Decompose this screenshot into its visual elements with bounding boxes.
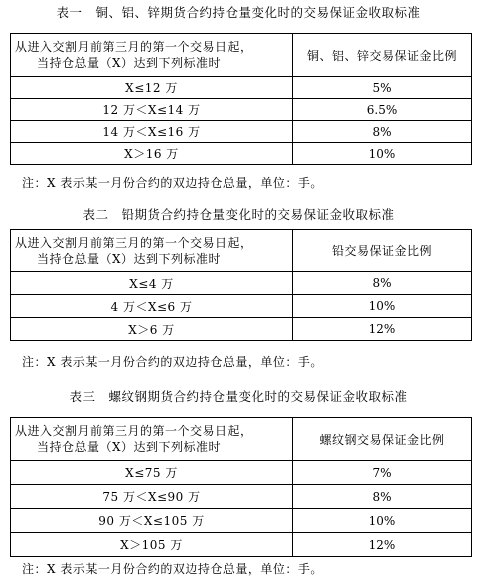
ratio-cell: 7% [293,461,472,485]
condition-cell: X＞16 万 [11,143,293,165]
header-condition-line2: 当持仓总量（X）达到下列标准时 [37,440,222,454]
table-1-header-row [11,34,472,77]
condition-cell: 90 万＜X≤105 万 [11,509,293,533]
condition-cell: X＞6 万 [11,318,293,341]
table-row [11,77,472,99]
table-row [11,485,472,509]
ratio-cell: 8% [293,272,472,295]
table-row [11,533,472,557]
condition-cell: 4 万＜X≤6 万 [11,295,293,318]
header-condition-line1: 从进入交割月前第三月的第一个交易日起， [15,424,253,438]
table-3-header-row [11,418,472,461]
ratio-cell: 12% [293,533,472,557]
table-3-header-condition [11,418,293,461]
table-row [11,143,472,165]
table-2-title: 表二 铅期货合约持仓量变化时的交易保证金收取标准 [82,207,395,222]
ratio-cell: 8% [293,121,472,143]
table-1-note: 注：X 表示某一月份合约的双边持仓总量，单位：手。 [22,176,323,190]
ratio-cell: 6.5% [293,99,472,121]
condition-cell: 12 万＜X≤14 万 [11,99,293,121]
header-condition-line1: 从进入交割月前第三月的第一个交易日起， [15,235,253,250]
ratio-cell: 10% [293,143,472,165]
ratio-cell: 8% [293,485,472,509]
condition-cell: 75 万＜X≤90 万 [11,485,293,509]
table-3-title: 表三 螺纹钢期货合约持仓量变化时的交易保证金收取标准 [69,389,408,404]
condition-cell: 14 万＜X≤16 万 [11,121,293,143]
table-1 [10,33,472,165]
table-2-header-condition [11,230,293,272]
table-1-header-ratio: 铜、铝、锌交易保证金比例 [293,34,472,77]
table-row [11,121,472,143]
table-2-header-ratio: 铅交易保证金比例 [293,230,472,272]
table-2-header-row [11,230,472,272]
table-3-header-ratio: 螺纹钢交易保证金比例 [293,418,472,461]
ratio-cell: 12% [293,318,472,341]
table-row [11,509,472,533]
ratio-cell: 10% [293,509,472,533]
header-condition-line2: 当持仓总量（X）达到下列标准时 [37,56,222,70]
table-row [11,295,472,318]
table-row [11,272,472,295]
table-row [11,318,472,341]
table-row [11,461,472,485]
condition-cell: X≤4 万 [11,272,293,295]
table-3-note: 注：X 表示某一月份合约的双边持仓总量，单位：手。 [22,562,323,576]
table-2-note: 注：X 表示某一月份合约的双边持仓总量，单位：手。 [22,355,323,369]
ratio-cell: 10% [293,295,472,318]
table-2 [10,229,472,341]
condition-cell: X≤75 万 [11,461,293,485]
header-condition-line2: 当持仓总量（X）达到下列标准时 [37,251,222,266]
header-condition-line1: 从进入交割月前第三月的第一个交易日起， [15,40,253,54]
condition-cell: X≤12 万 [11,77,293,99]
ratio-cell: 5% [293,77,472,99]
table-1-title: 表一 铜、铝、锌期货合约持仓量变化时的交易保证金收取标准 [56,5,421,20]
table-1-header-condition [11,34,293,77]
condition-cell: X＞105 万 [11,533,293,557]
table-3 [10,417,472,557]
table-row [11,99,472,121]
